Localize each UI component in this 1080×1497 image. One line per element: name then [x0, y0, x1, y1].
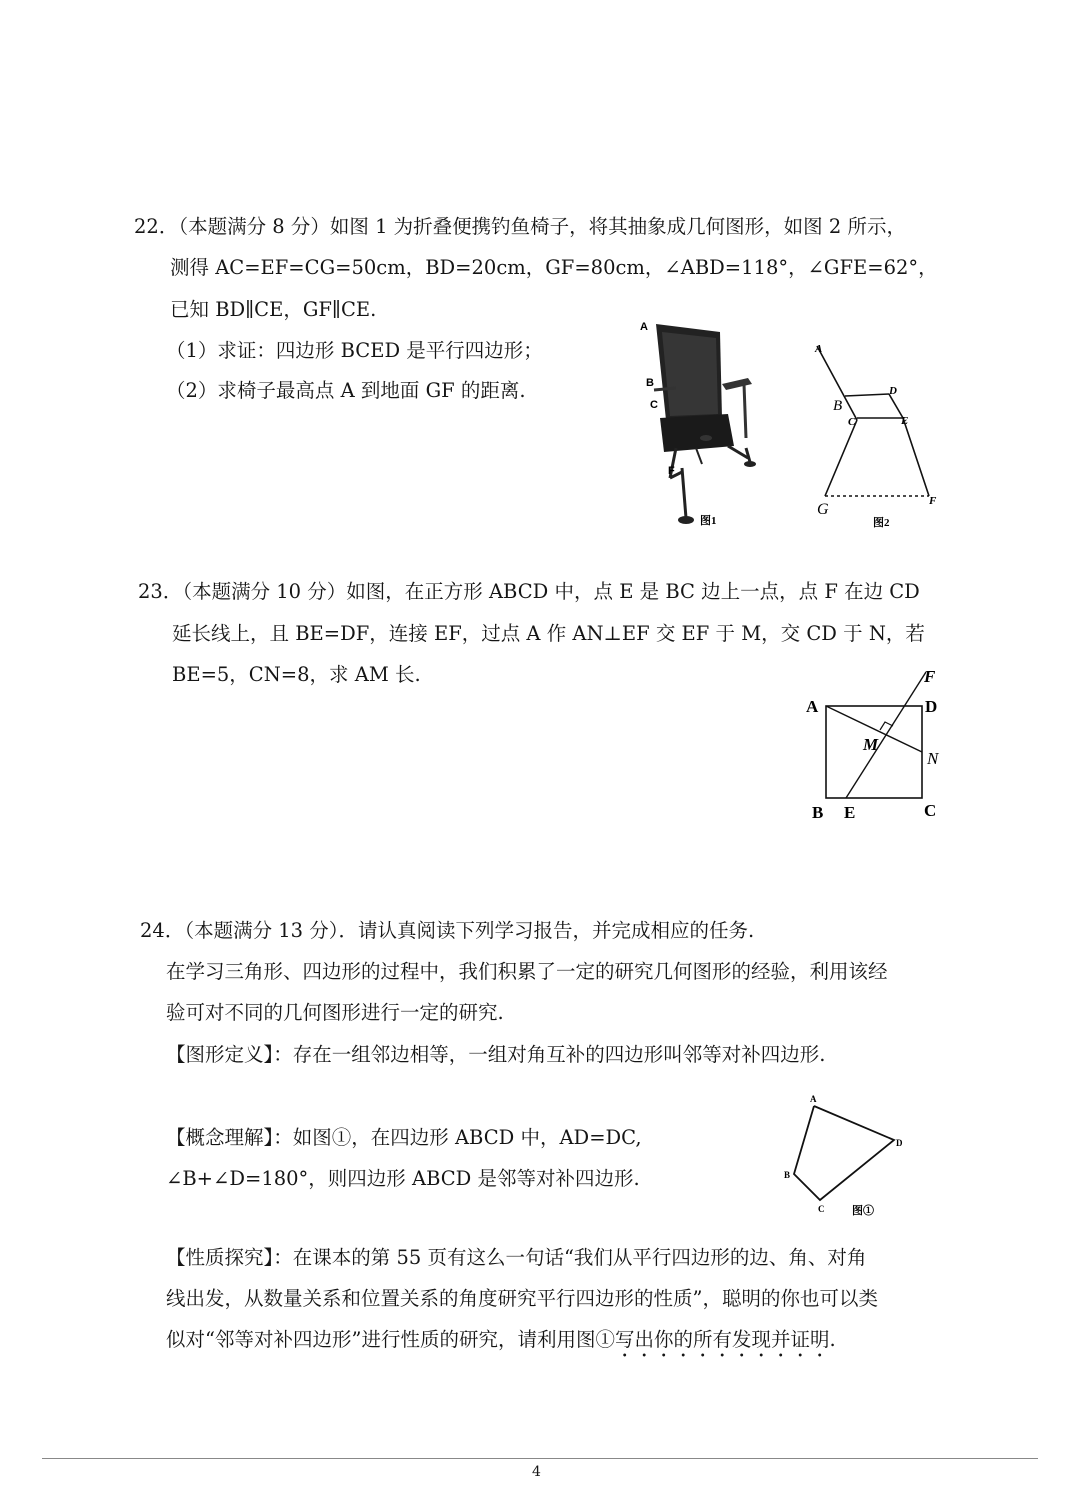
q22-line2: 测得 AC=EF=CG=50cm，BD=20cm，GF=80cm，∠ABD=118°，∠GFE=62°， — [170, 256, 938, 279]
fig1-label-c: C — [650, 399, 658, 411]
fig2-label-b: B — [833, 398, 843, 414]
chair-photo-figure — [636, 318, 766, 528]
q22-line1: 22．（本题满分 8 分）如图 1 为折叠便携钓鱼椅子，将其抽象成几何图形，如图 2 所示， — [134, 215, 906, 238]
chair-geometry-figure — [805, 336, 955, 532]
fig2-label-a: A — [815, 343, 823, 355]
quadrilateral-figure — [780, 1090, 910, 1220]
q24-concept-line1: 【概念理解】：如图①，在四边形 ABCD 中，AD=DC, — [166, 1126, 642, 1149]
footer-rule — [42, 1458, 1038, 1459]
quad-label-b: B — [784, 1170, 791, 1180]
q24-explore-line3-a: 似对“邻等对补四边形”进行性质的研究，请利用图① — [166, 1328, 615, 1351]
q24-line1: 24．（本题满分 13 分）．请认真阅读下列学习报告，并完成相应的任务. — [140, 919, 755, 942]
q23-line3: BE=5，CN=8，求 AM 长. — [172, 663, 421, 686]
q24-line3: 验可对不同的几何图形进行一定的研究. — [166, 1001, 504, 1024]
quad-label-d: D — [896, 1138, 903, 1148]
q23-line2: 延长线上，且 BE=DF，连接 EF，过点 A 作 AN⊥EF 交 EF 于 M，交 CD 于 N，若 — [172, 622, 925, 645]
q24-explore-line1: 【性质探究】：在课本的第 55 页有这么一句话“我们从平行四边形的边、角、对角 — [166, 1246, 867, 1269]
sq-label-f: F — [924, 667, 936, 686]
quad-label-a: A — [810, 1094, 817, 1104]
q24-concept-line2: ∠B+∠D=180°，则四边形 ABCD 是邻等对补四边形. — [166, 1167, 640, 1190]
q23-line1: 23．（本题满分 10 分）如图，在正方形 ABCD 中，点 E 是 BC 边上一点，点 F 在边 CD — [138, 580, 920, 603]
fig2-label-f: F — [929, 495, 937, 507]
sq-label-c: C — [924, 801, 937, 820]
q24-explore-line2: 线出发，从数量关系和位置关系的角度研究平行四边形的性质”，聪明的你也可以类 — [166, 1287, 878, 1310]
sq-label-m: M — [863, 735, 879, 754]
sq-label-d: D — [925, 697, 938, 716]
square-figure — [796, 662, 956, 826]
fig2-label-e: E — [901, 415, 909, 427]
fig1-label-a: A — [640, 321, 648, 333]
q22-part1: （1）求证：四边形 BCED 是平行四边形； — [166, 339, 543, 362]
q22-part2: （2）求椅子最高点 A 到地面 GF 的距离. — [166, 379, 526, 402]
q24-explore-line3 — [166, 1326, 836, 1362]
fig2-caption: 图2 — [873, 517, 890, 529]
sq-label-a: A — [806, 697, 819, 716]
sq-label-b: B — [812, 803, 824, 822]
fig2-label-d: D — [889, 385, 897, 397]
page-number: 4 — [532, 1464, 541, 1480]
fig2-label-g: G — [817, 501, 829, 518]
quad-caption: 图① — [852, 1205, 874, 1217]
q24-explore-line3-b: 写出你的所有发现并证明. — [614, 1328, 836, 1351]
fig1-label-f: F — [668, 465, 675, 477]
quad-label-c: C — [818, 1204, 825, 1214]
fig2-label-c: C — [848, 416, 856, 428]
fig1-label-b: B — [646, 377, 654, 389]
q24-definition: 【图形定义】：存在一组邻边相等，一组对角互补的四边形叫邻等对补四边形. — [166, 1043, 826, 1066]
fig1-caption: 图1 — [700, 515, 717, 527]
q22-line3: 已知 BD∥CE，GF∥CE. — [170, 298, 377, 321]
q24-line2: 在学习三角形、四边形的过程中，我们积累了一定的研究几何图形的经验，利用该经 — [166, 960, 888, 983]
sq-label-e: E — [844, 803, 856, 822]
sq-label-n: N — [927, 749, 939, 768]
